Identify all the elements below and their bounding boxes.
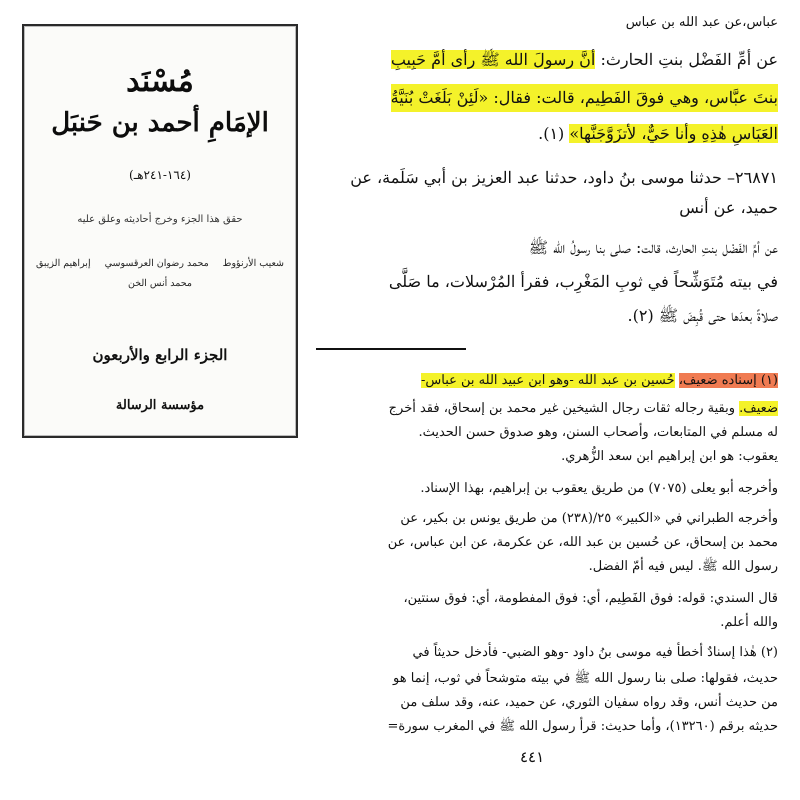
text-line — [389, 398, 778, 420]
highlighted-text-orange: (١) إسناده ضعيف، — [678, 373, 778, 388]
text-line: رسول الله ﷺ. ليس فيه أمّ الفضل. — [588, 559, 778, 574]
cover-editor: إبراهيم الزيبق — [36, 258, 91, 269]
text-line: يعقوب: هو ابن إبراهيم ابن سعد الزُّهري. — [561, 449, 778, 464]
text-segment: وبقية رجاله ثقات رجال الشيخين غير محمد بن إسحاق، فقد أخرج — [388, 401, 736, 416]
highlighted-text: بنتَ عبَّاس، وهي فوقَ الفَطِيم، قالت: فقال: «لَئِنْ بَلَغَتْ بُنَيَّةُ — [391, 84, 778, 112]
cover-publisher: مؤسسة الرسالة — [115, 398, 205, 413]
text-line: حديث، فقولها: صلى بنا رسول الله ﷺ في بيته متوشحاً في ثوب، إنما هو — [393, 671, 778, 686]
text-line: والله أعلم. — [720, 615, 778, 630]
text-line: صلاةً بعدَها حتى قُبِضَ ﷺ (٢). — [627, 306, 778, 325]
text-line: محمد بن إسحاق، عن حُسين بن عبد الله، عن عكرمة، عن ابن عباس، عن — [387, 535, 778, 550]
cover-title-musnad: مُسْنَد — [126, 64, 194, 99]
text-line: وأخرجه أبو يعلى (٧٠٧٥) من طريق يعقوب بن إبراهيم، بهذا الإسناد. — [420, 481, 778, 496]
highlighted-text: أنَّ رسولَ الله ﷺ رأى أمَّ حَبِيبِ — [390, 50, 596, 69]
cover-editor: محمد رضوان العرقسوسي — [104, 258, 209, 269]
cover-editors — [36, 258, 284, 269]
highlighted-text: ضعيف. — [739, 401, 778, 416]
text-line: من حديث أنس، وقد رواه سفيان الثوري، عن حميد، عنه، وقد سلف من — [400, 695, 778, 710]
cover-dates: (١٦٤-٢٤١هـ) — [129, 168, 191, 182]
footnote-separator — [316, 348, 466, 350]
text-segment: (١). — [538, 124, 565, 143]
highlighted-text: العَبَاسِ هٰذِهِ وأنا حَيٌّ، لأتزَوَّجَنَّها» — [569, 124, 778, 143]
page-number: ٤٤١ — [520, 748, 545, 766]
text-line — [421, 370, 778, 392]
cover-editor: شعيب الأرنؤوط — [222, 258, 284, 269]
text-line: في بيته مُتَوَشِّحاً في ثوبِ المَغْرِب، فقرأ المُرْسلات، ما صَلَّى — [388, 272, 778, 291]
text-line: قال السندي: قوله: فوق الفَطِيم، أي: فوق المفطومة، أي: فوق سنتين، — [403, 591, 778, 606]
text-line: عن أمِّ الفَضْل بنتِ الحارث، قالت: صلى بنا رسولُ الله ﷺ — [528, 238, 778, 257]
text-segment: عن أمِّ الفَضْل بنتِ الحارث: — [600, 50, 778, 69]
text-line: وأخرجه الطبراني في «الكبير» ٢٥/(٢٣٨) من طريق يونس بن بكير، عن — [400, 511, 778, 526]
text-line: (٢) هٰذا إسنادٌ أخطأ فيه موسى بنُ داود -وهو الضبي- فأدخل حديثاً في — [412, 645, 778, 660]
cover-part: الجزء الرابع والأربعون — [92, 346, 228, 364]
text-line — [538, 120, 778, 148]
cover-title-imam: الإمَامِ أحمد بن حَنبَل — [51, 108, 269, 138]
text-line: ٢٦٨٧١– حدثنا موسى بنُ داود، حدثنا عبد العزيز بن أبي سَلَمة، عن — [350, 168, 778, 187]
text-line: حميد، عن أنس — [679, 198, 778, 217]
cover-edited-by: حقق هذا الجزء وخرج أحاديثه وعلق عليه — [77, 214, 243, 225]
book-cover — [22, 24, 298, 438]
text-line: له مسلم في المتابعات، وأصحاب السنن، وهو صدوق حسن الحديث. — [418, 425, 778, 440]
text-line — [391, 46, 778, 74]
highlighted-text: حُسين بن عبد الله -وهو ابن عبيد الله بن عباس- — [421, 373, 675, 388]
cover-editor: محمد أنس الخن — [127, 278, 193, 289]
text-line: حديثه برقم (١٣٢٦٠)، وأما حديث: قرأ رسول الله ﷺ في المغرب سورة= — [387, 719, 778, 734]
text-line: عباس،عن عبد الله بن عباس — [625, 15, 778, 30]
